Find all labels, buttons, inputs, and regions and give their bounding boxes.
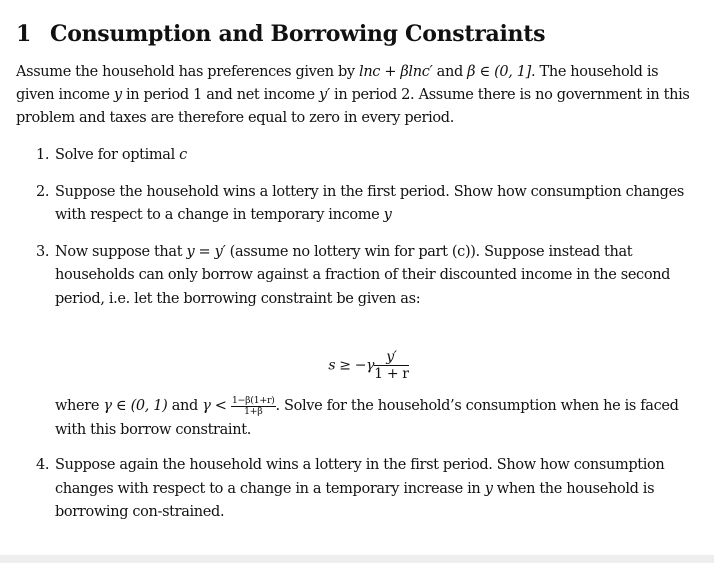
item-text: Suppose the household wins a lottery in the first period. Show how consumption changes with respect to a change in temporary income xyxy=(55,183,684,223)
condition-fraction xyxy=(231,396,276,417)
equation-denominator: 1 + r xyxy=(374,366,409,382)
condition-denominator: 1+β xyxy=(243,405,263,417)
item-number: 2. xyxy=(36,183,50,200)
item-number: 4. xyxy=(36,457,50,473)
math-y: y xyxy=(383,207,392,223)
equation-numerator: y′ xyxy=(374,349,408,366)
item-number: 3. xyxy=(36,243,50,260)
item-text: where xyxy=(55,398,104,414)
math-y-equals-y-prime: y = y′ xyxy=(186,243,226,260)
intro-text: and xyxy=(432,64,468,80)
constraint-condition xyxy=(55,395,690,442)
borrowing-constraint-equation xyxy=(55,311,690,395)
math-beta-range: β ∈ (0, 1] xyxy=(467,64,531,80)
math-y: y xyxy=(484,480,493,497)
item-text: (assume no lottery win for part (c)). Suppose instead that households can only borrow against a fraction of their discounted income in the second period, i.e. let the borrowing constraint be given as: xyxy=(55,243,671,307)
question-item-4 xyxy=(16,454,690,525)
question-item-1 xyxy=(16,144,690,168)
question-item-3 xyxy=(16,241,690,443)
math-gamma-range: γ ∈ (0, 1) xyxy=(103,398,168,414)
equation-lhs: s ≥ −γ xyxy=(328,357,375,374)
question-item-2 xyxy=(16,181,690,228)
page-bottom-edge xyxy=(0,555,714,563)
item-text: . Solve for the household’s consumption when he is faced with this borrow constraint. xyxy=(55,398,679,438)
intro-text: Assume the household has preferences given by xyxy=(16,64,360,80)
math-gamma-less: γ < xyxy=(202,398,227,414)
item-text: Now suppose that xyxy=(55,243,187,260)
math-y-prime: y′ xyxy=(318,87,330,103)
math-preferences: lnc + βlnc′ xyxy=(359,64,433,80)
section-number: 1 xyxy=(16,21,32,47)
section-title: Consumption and Borrowing Constraints xyxy=(50,21,546,47)
math-c: c xyxy=(179,147,187,163)
intro-paragraph xyxy=(16,61,690,130)
item-text: Solve for optimal xyxy=(55,147,180,163)
section-heading xyxy=(16,20,690,48)
question-list xyxy=(16,144,690,525)
item-text: Suppose again the household wins a lottery in the first period. Show how consumption changes with respect to a change in a temporary increase in xyxy=(55,457,665,497)
intro-text: in period 1 and net income xyxy=(121,87,319,103)
condition-numerator: 1−β(1+r) xyxy=(231,394,275,406)
equation-fraction xyxy=(374,349,408,383)
item-text: when the household is borrowing con-strained. xyxy=(55,480,655,520)
intro-text: . The household is given income xyxy=(16,64,659,103)
item-text: and xyxy=(167,398,203,414)
document-page xyxy=(16,0,690,525)
math-y: y xyxy=(113,87,122,103)
item-number: 1. xyxy=(36,147,50,163)
intro-text: in period 2. Assume there is no government in this problem and taxes are therefore equal to zero in every period. xyxy=(16,87,690,126)
